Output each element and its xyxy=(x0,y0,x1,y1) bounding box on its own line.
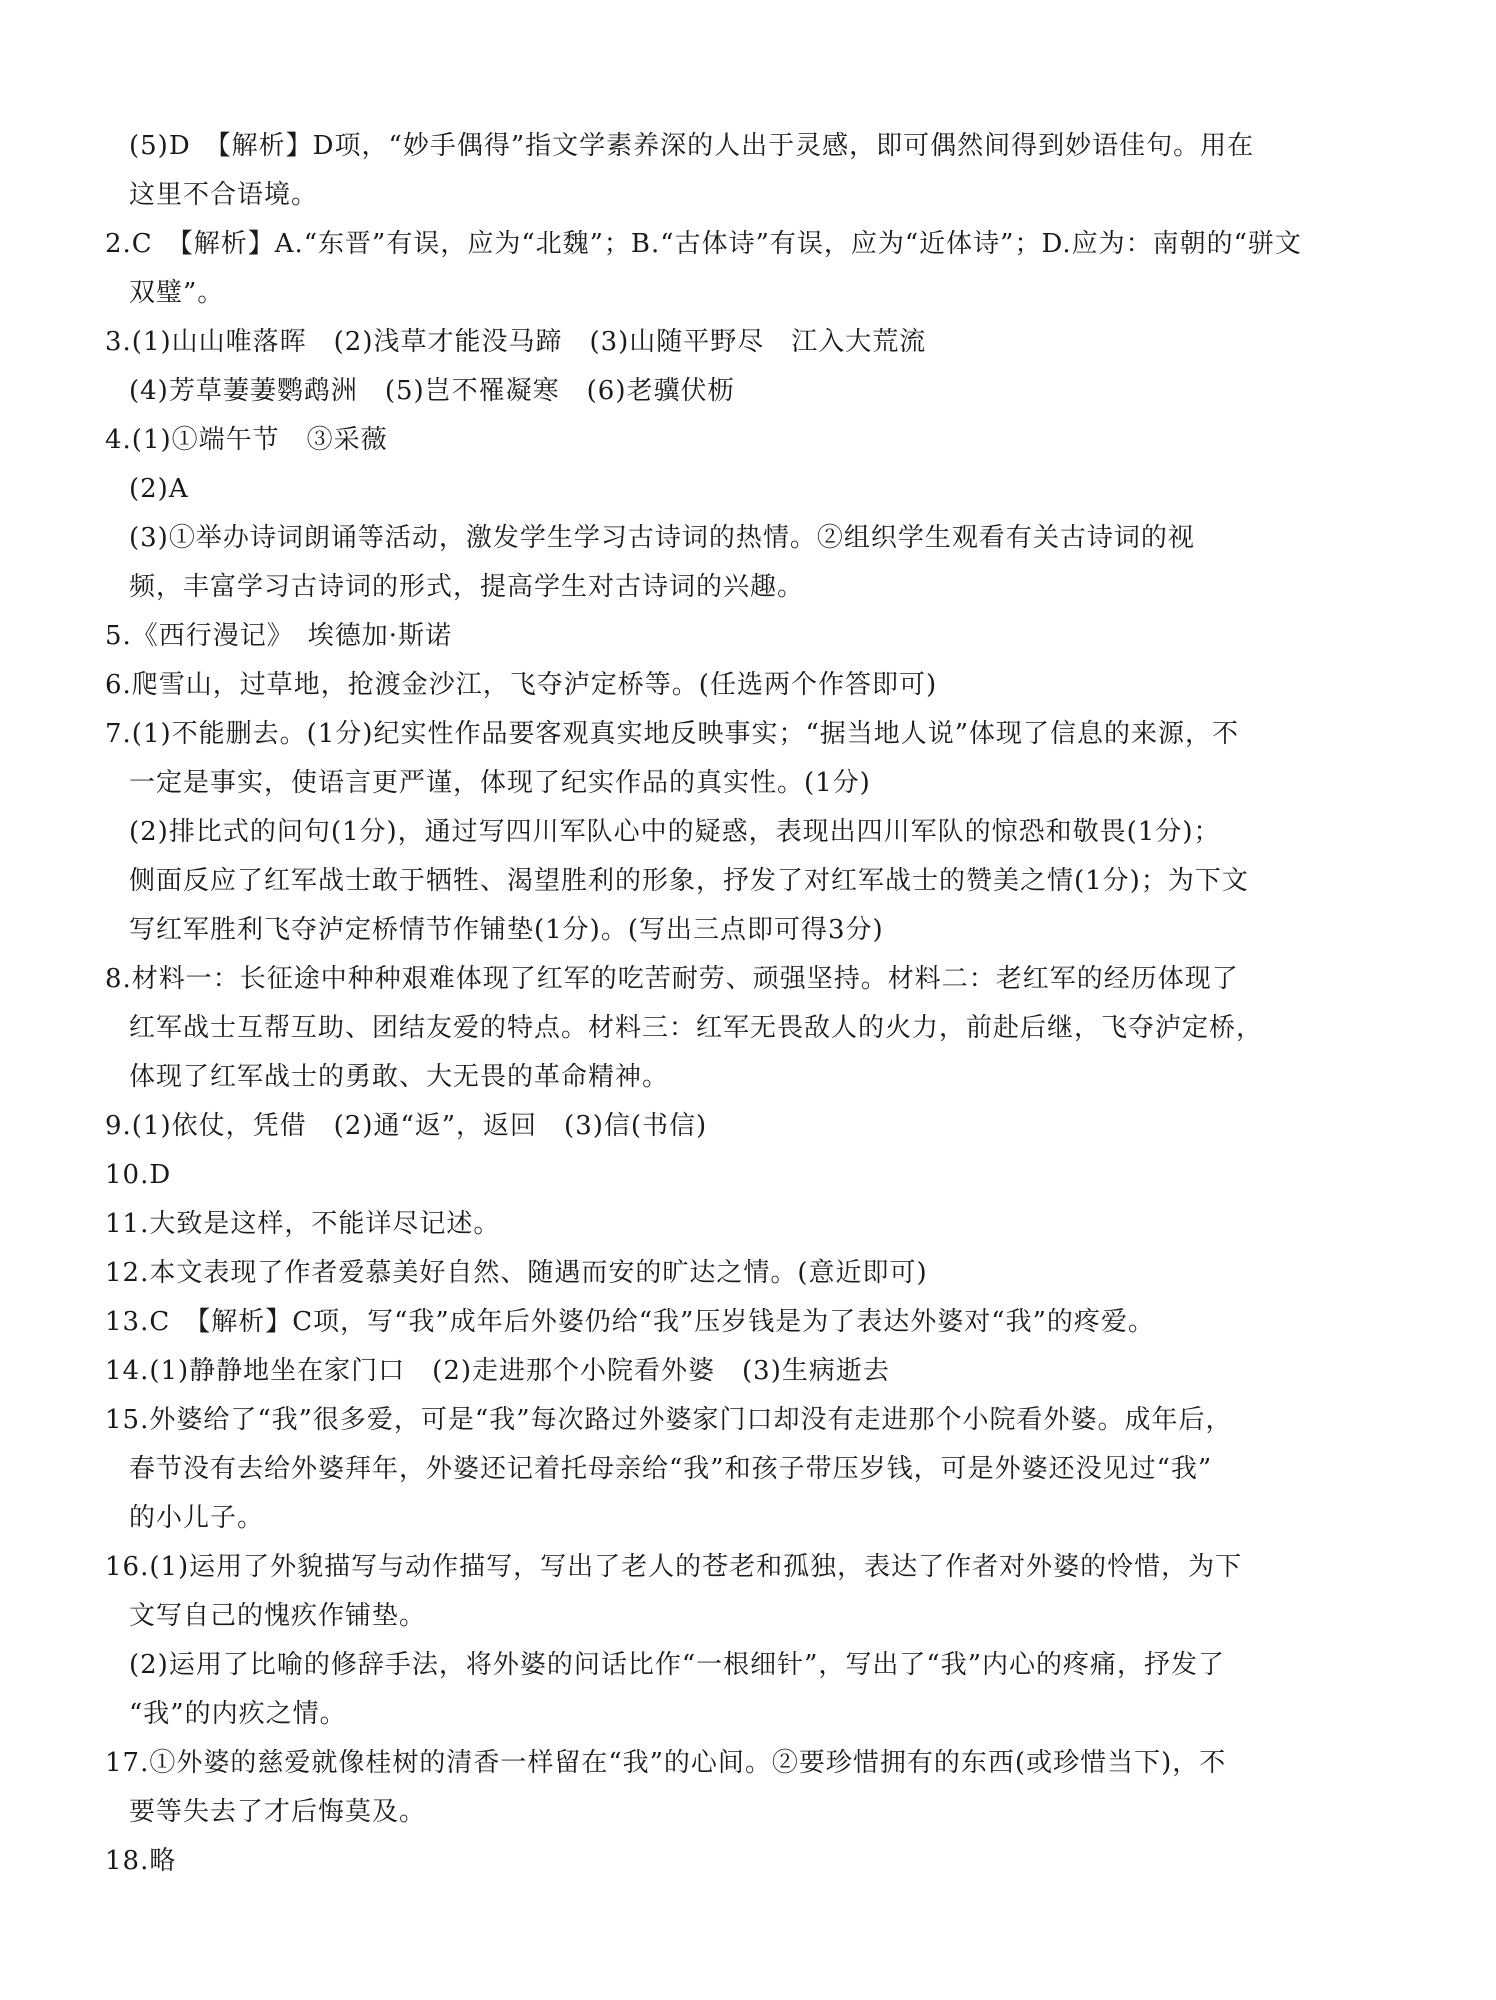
text-line: (5)D 【解析】D项，“妙手偶得”指文学素养深的人出于灵感，即可偶然间得到妙语佳句。用在 xyxy=(129,131,1255,161)
text-line: (4)芳草萋萋鹦鹉洲 (5)岂不罹凝寒 (6)老骥伏枥 xyxy=(129,376,735,406)
text-line: 文写自己的愧疚作铺垫。 xyxy=(129,1601,427,1631)
text-line: 这里不合语境。 xyxy=(129,180,319,210)
text-line: (3)①举办诗词朗诵等活动，激发学生学习古诗词的热情。②组织学生观看有关古诗词的视 xyxy=(129,523,1195,553)
text-line: (2)运用了比喻的修辞手法，将外婆的问话比作“一根细针”，写出了“我”内心的疼痛，抒发了 xyxy=(129,1650,1225,1680)
text-line: 12.本文表现了作者爱慕美好自然、随遇而安的旷达之情。(意近即可) xyxy=(105,1258,928,1288)
text-line: “我”的内疚之情。 xyxy=(129,1699,347,1729)
text-line: 一定是事实，使语言更严谨，体现了纪实作品的真实性。(1分) xyxy=(129,768,871,798)
text-line: 写红军胜利飞夺泸定桥情节作铺垫(1分)。(写出三点即可得3分) xyxy=(129,915,884,945)
text-line: (2)排比式的问句(1分)，通过写四川军队心中的疑惑，表现出四川军队的惊恐和敬畏(1分)； xyxy=(129,817,1221,847)
text-line: 要等失去了才后悔莫及。 xyxy=(129,1797,427,1827)
text-line: 3.(1)山山唯落晖 (2)浅草才能没马蹄 (3)山随平野尽 江入大荒流 xyxy=(105,327,927,357)
text-line: 14.(1)静静地坐在家门口 (2)走进那个小院看外婆 (3)生病逝去 xyxy=(105,1356,890,1386)
text-line: 春节没有去给外婆拜年，外婆还记着托母亲给“我”和孩子带压岁钱，可是外婆还没见过“我” xyxy=(129,1454,1213,1484)
text-line: 7.(1)不能删去。(1分)纪实性作品要客观真实地反映事实；“据当地人说”体现了信息的来源，不 xyxy=(105,719,1240,749)
text-line: 17.①外婆的慈爱就像桂树的清香一样留在“我”的心间。②要珍惜拥有的东西(或珍惜当下)，不 xyxy=(105,1748,1227,1778)
text-line: 侧面反应了红军战士敢于牺牲、渴望胜利的形象，抒发了对红军战士的赞美之情(1分)；为下文 xyxy=(129,866,1249,896)
text-line: 4.(1)①端午节 ③采薇 xyxy=(105,425,388,455)
text-line: 2.C 【解析】A.“东晋”有误，应为“北魏”；B.“古体诗”有误，应为“近体诗”；D.应为：南朝的“骈文 xyxy=(105,229,1302,259)
answer-document xyxy=(105,122,1302,1886)
text-line: 16.(1)运用了外貌描写与动作描写，写出了老人的苍老和孤独，表达了作者对外婆的怜惜，为下 xyxy=(105,1552,1243,1582)
text-line: 13.C 【解析】C项，写“我”成年后外婆仍给“我”压岁钱是为了表达外婆对“我”的疼爱。 xyxy=(105,1307,1155,1337)
text-line: (2)A xyxy=(129,474,189,504)
text-line: 5.《西行漫记》 埃德加·斯诺 xyxy=(105,621,453,651)
text-line: 频，丰富学习古诗词的形式，提高学生对古诗词的兴趣。 xyxy=(129,572,805,602)
text-line: 11.大致是这样，不能详尽记述。 xyxy=(105,1209,501,1239)
text-line: 体现了红军战士的勇敢、大无畏的革命精神。 xyxy=(129,1062,670,1092)
text-line: 10.D xyxy=(105,1160,172,1190)
text-line: 双璧”。 xyxy=(129,278,225,308)
text-line: 9.(1)依仗，凭借 (2)通“返”，返回 (3)信(书信) xyxy=(105,1111,708,1141)
text-line: 6.爬雪山，过草地，抢渡金沙江，飞夺泸定桥等。(任选两个作答即可) xyxy=(105,670,938,700)
text-line: 15.外婆给了“我”很多爱，可是“我”每次路过外婆家门口却没有走进那个小院看外婆。成年后， xyxy=(105,1405,1233,1435)
text-line: 8.材料一：长征途中种种艰难体现了红军的吃苦耐劳、顽强坚持。材料二：老红军的经历体现了 xyxy=(105,964,1239,994)
text-line: 18.略 xyxy=(105,1846,177,1876)
text-line: 红军战士互帮互助、团结友爱的特点。材料三：红军无畏敌人的火力，前赴后继，飞夺泸定桥， xyxy=(129,1013,1264,1043)
text-line: 的小儿子。 xyxy=(129,1503,265,1533)
